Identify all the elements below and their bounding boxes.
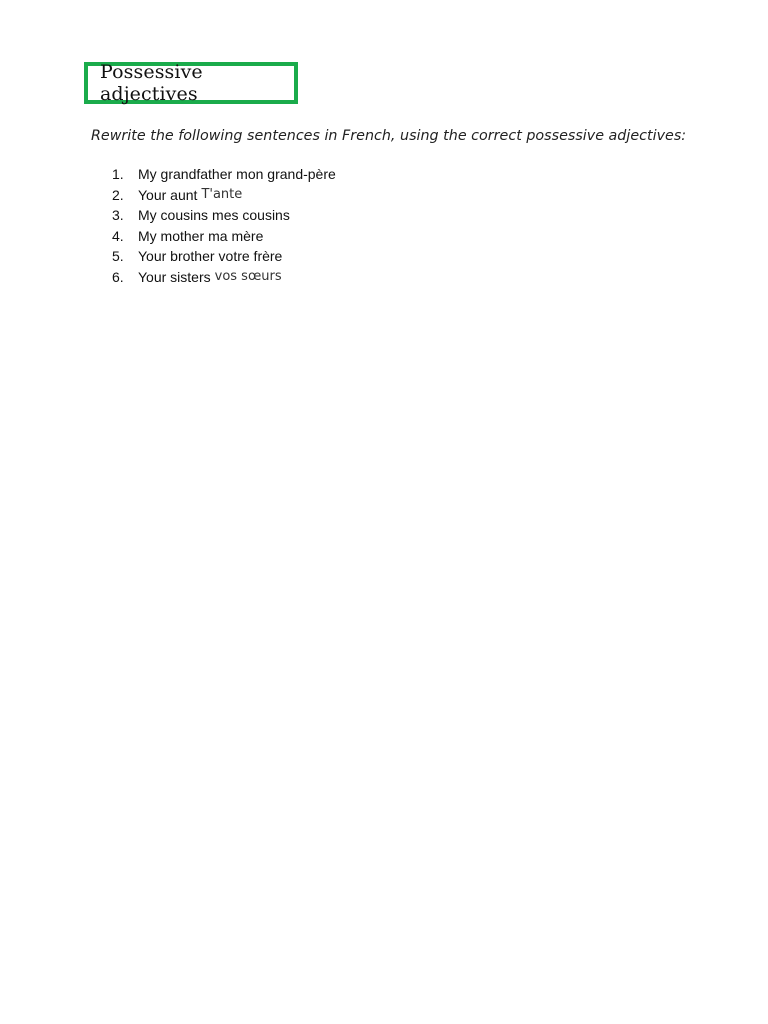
instructions-text: Rewrite the following sentences in French, using the correct possessive adjectives: bbox=[91, 128, 687, 144]
list-item bbox=[112, 164, 336, 185]
item-number: 2. bbox=[112, 186, 124, 203]
item-answer: votre frère bbox=[218, 248, 283, 264]
list-item bbox=[112, 185, 336, 206]
item-prompt: My grandfather bbox=[138, 166, 233, 182]
item-number: 1. bbox=[112, 166, 124, 182]
item-prompt: Your aunt bbox=[138, 186, 198, 203]
item-answer: T'ante bbox=[201, 186, 243, 202]
item-number: 3. bbox=[112, 207, 124, 223]
sentence-list bbox=[112, 164, 336, 287]
item-answer: ma mère bbox=[208, 227, 264, 244]
list-item bbox=[112, 246, 336, 267]
item-prompt: Your sisters bbox=[138, 268, 211, 285]
item-answer: mes cousins bbox=[212, 207, 290, 223]
item-answer: mon grand-père bbox=[236, 166, 336, 182]
item-prompt: My cousins bbox=[138, 207, 209, 223]
item-number: 4. bbox=[112, 227, 124, 244]
list-item bbox=[112, 267, 336, 288]
item-prompt: My mother bbox=[138, 227, 205, 244]
item-answer: vos sœurs bbox=[214, 268, 282, 284]
title-box bbox=[84, 62, 298, 104]
item-number: 5. bbox=[112, 248, 124, 264]
list-item bbox=[112, 226, 336, 247]
list-item bbox=[112, 205, 336, 226]
page-title: Possessive adjectives bbox=[100, 61, 203, 105]
item-prompt: Your brother bbox=[138, 248, 215, 264]
item-number: 6. bbox=[112, 268, 124, 285]
